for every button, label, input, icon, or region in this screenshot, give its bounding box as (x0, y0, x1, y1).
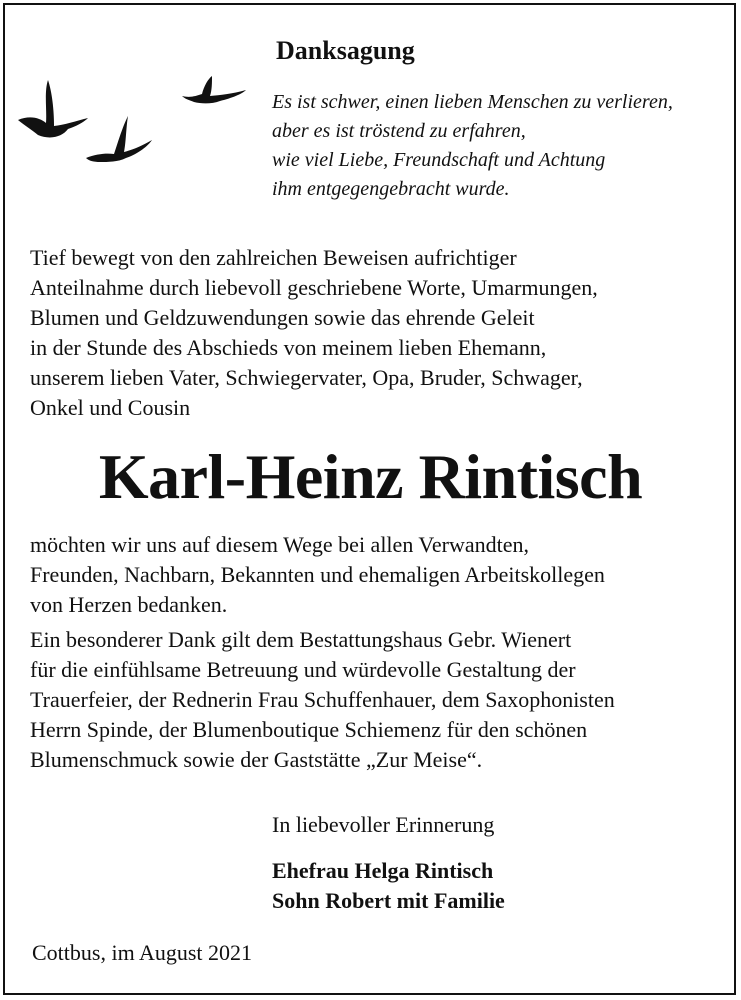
closing-phrase: In liebevoller Erinnerung (272, 812, 495, 837)
intro-line: Anteilnahme durch liebevoll geschriebene Worte, Umarmungen, (30, 275, 598, 300)
deceased-name: Karl-Heinz Rintisch (98, 441, 643, 512)
thanks-line: von Herzen bedanken. (30, 592, 228, 617)
special-thanks-line: Ein besonderer Dank gilt dem Bestattungshaus Gebr. Wienert (30, 627, 572, 652)
motto-line: Es ist schwer, einen lieben Menschen zu verlieren, (272, 91, 673, 113)
thanks-line: möchten wir uns auf diesem Wege bei allen Verwandten, (30, 532, 529, 557)
intro-line: unserem lieben Vater, Schwiegervater, Opa, Bruder, Schwager, (30, 365, 583, 390)
motto-line: ihm entgegengebracht wurde. (272, 178, 510, 200)
motto-line: wie viel Liebe, Freundschaft und Achtung (272, 149, 606, 171)
intro-line: in der Stunde des Abschieds von meinem lieben Ehemann, (30, 335, 547, 360)
intro-line: Blumen und Geldzuwendungen sowie das ehrende Geleit (30, 305, 535, 330)
motto-line: aber es ist tröstend zu erfahren, (272, 120, 526, 142)
intro-paragraph (30, 243, 598, 423)
special-thanks-line: Herrn Spinde, der Blumenboutique Schiemenz für den schönen (30, 717, 588, 742)
motto (272, 88, 673, 204)
signers (272, 856, 505, 916)
special-thanks-line: Trauerfeier, der Rednerin Frau Schuffenhauer, dem Saxophonisten (30, 687, 615, 712)
intro-line: Tief bewegt von den zahlreichen Beweisen aufrichtiger (30, 245, 517, 270)
signer-line: Ehefrau Helga Rintisch (272, 858, 494, 883)
intro-line: Onkel und Cousin (30, 395, 191, 420)
thanks-paragraph (30, 530, 605, 620)
thanks-line: Freunden, Nachbarn, Bekannten und ehemaligen Arbeitskollegen (30, 562, 605, 587)
special-thanks-paragraph (30, 625, 615, 775)
special-thanks-line: für die einfühlsame Betreuung und würdevolle Gestaltung der (30, 657, 576, 682)
flying-birds-icon (14, 70, 264, 180)
heading: Danksagung (276, 36, 415, 65)
special-thanks-line: Blumenschmuck sowie der Gaststätte „Zur Meise“. (30, 747, 483, 772)
signer-line: Sohn Robert mit Familie (272, 888, 505, 913)
place-date: Cottbus, im August 2021 (32, 940, 253, 965)
